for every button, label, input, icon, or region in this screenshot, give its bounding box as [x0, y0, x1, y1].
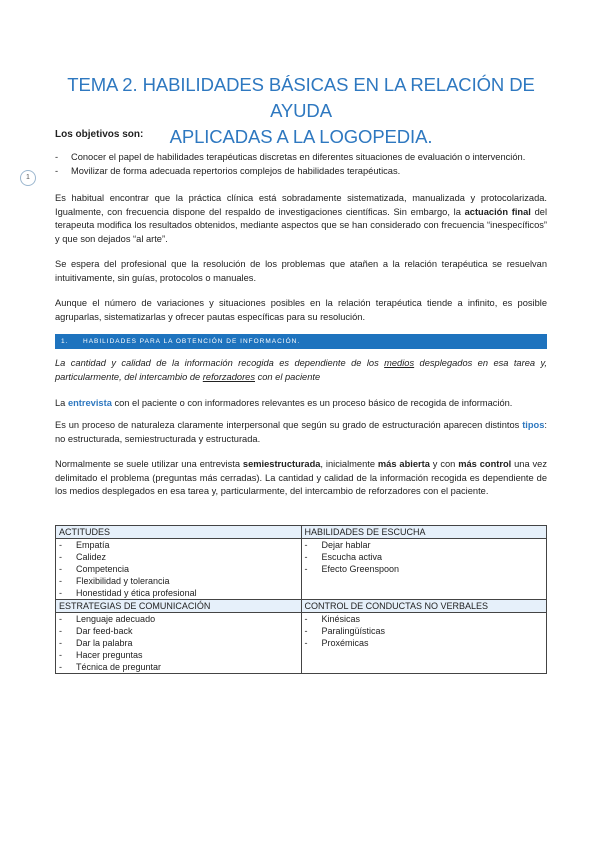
- list-dash: -: [59, 626, 62, 636]
- list-dash: -: [59, 588, 62, 598]
- list-dash: -: [304, 540, 308, 550]
- item-text: Dar la palabra: [76, 638, 133, 648]
- objective-text: Conocer el papel de habilidades terapéuticas discretas en diferentes situaciones de evaluación o intervención.: [71, 152, 526, 162]
- italic-medios: medios: [384, 358, 415, 368]
- item-text: Calidez: [76, 552, 107, 562]
- table-list-item: [59, 661, 298, 673]
- table-list-item: [59, 587, 298, 599]
- item-text: Proxémicas: [321, 638, 369, 648]
- cell-no-verbales: [301, 613, 547, 674]
- italic-intro-paragraph: [55, 357, 547, 384]
- intro-paragraph-1: [55, 192, 547, 246]
- header-comunicacion: ESTRATEGIAS DE COMUNICACIÓN: [56, 600, 302, 613]
- italic-reforzadores: reforzadores: [202, 371, 255, 382]
- item-text: Dejar hablar: [321, 540, 371, 550]
- norm-text-b: , inicialmente: [320, 459, 378, 469]
- item-text: Paralingüísticas: [321, 626, 386, 636]
- list-dash: -: [59, 564, 62, 574]
- italic-text-c: con el paciente: [255, 371, 321, 382]
- intro-p1-bold: actuación final: [464, 206, 531, 217]
- item-text: Honestidad y ética profesional: [76, 588, 197, 598]
- list-dash: -: [59, 638, 62, 648]
- item-text: Escucha activa: [321, 552, 383, 562]
- table-list-item: [59, 563, 298, 575]
- list-dash: -: [59, 552, 62, 562]
- cell-actitudes: [56, 539, 302, 600]
- item-text: Efecto Greenspoon: [321, 564, 400, 574]
- title-line-2: APLICADAS A LA LOGOPEDIA.: [169, 126, 433, 147]
- header-actitudes: ACTITUDES: [56, 526, 302, 539]
- objective-item: [55, 164, 547, 178]
- item-text: Lenguaje adecuado: [76, 614, 156, 624]
- section-title: HABILIDADES PARA LA OBTENCIÓN DE INFORMACIÓN.: [83, 338, 301, 345]
- item-text: Hacer preguntas: [76, 650, 143, 660]
- item-text: Flexibilidad y tolerancia: [76, 576, 170, 586]
- table-list-item: [59, 637, 298, 649]
- section-number: 1.: [61, 338, 69, 345]
- title-line-1: TEMA 2. HABILIDADES BÁSICAS EN LA RELACIÓN DE AYUDA: [67, 74, 535, 121]
- list-dash: -: [59, 650, 62, 660]
- list-dash: -: [59, 614, 62, 624]
- table-list-item: [305, 613, 544, 625]
- table-list-item: [305, 563, 544, 575]
- entrevista-text-a: La: [55, 398, 68, 408]
- norm-bold-3: más control: [458, 459, 512, 469]
- tipos-text-b: : no estructurada, semiestructurada y estructurada.: [55, 420, 547, 444]
- table-list-item: [59, 539, 298, 551]
- entrevista-highlight: entrevista: [67, 398, 112, 408]
- section-heading-bar: [55, 334, 547, 349]
- header-no-verbales: CONTROL DE CONDUCTAS NO VERBALES: [301, 600, 547, 613]
- norm-bold-1: semiestructurada: [242, 459, 321, 469]
- item-text: Dar feed-back: [76, 626, 133, 636]
- list-dash: -: [304, 614, 308, 624]
- objectives-label: Los objetivos son:: [55, 129, 144, 140]
- intro-p1-text-a: Es habitual encontrar que la práctica clínica está sobradamente sistematizada, manualizada y protocolarizada. Igualmente, con frecuencia dispone del respaldo de investigaciones científicas. Sin embargo, la: [55, 193, 547, 217]
- list-dash: -: [304, 552, 308, 562]
- entrevista-text-b: con el paciente o con informadores relevantes es un proceso básico de recogida de información.: [111, 398, 513, 408]
- table-list-item: [305, 551, 544, 563]
- item-text: Competencia: [76, 564, 130, 574]
- list-dash: -: [55, 166, 59, 176]
- norm-text-c: y con: [429, 459, 459, 469]
- italic-text-b: desplegados en esa tarea y, particularmente, del intercambio de: [55, 358, 548, 382]
- norm-text-a: Normalmente se suele utilizar una entrevista: [55, 459, 243, 469]
- cell-escucha: [301, 539, 547, 600]
- table-list-item: [305, 637, 544, 649]
- item-text: Técnica de preguntar: [76, 662, 162, 672]
- objective-text: Movilizar de forma adecuada repertorios complejos de habilidades terapéuticas.: [71, 166, 401, 176]
- list-dash: -: [304, 638, 308, 648]
- table-list-item: [59, 649, 298, 661]
- table-list-item: [59, 575, 298, 587]
- list-dash: -: [55, 152, 59, 162]
- intro-paragraph-3: Aunque el número de variaciones y situaciones posibles en la relación terapéutica tiende a infinito, es posible agruparlas, sistematizarlas y ofrecer pautas específicas para su resolución.: [55, 298, 547, 322]
- normal-paragraph: [55, 458, 547, 499]
- item-text: Kinésicas: [321, 614, 361, 624]
- tipos-text-a: Es un proceso de naturaleza claramente interpersonal que según su grado de estructuración aparecen distintos: [55, 420, 523, 430]
- table-list-item: [59, 613, 298, 625]
- list-dash: -: [59, 576, 62, 586]
- intro-p1-text-b: del terapeuta modifica los resultados obtenidos, mediante aspectos que se han considerado con frecuencia “inespecíficos” y que son dejados “al arte”.: [55, 206, 548, 244]
- table-list-item: [59, 551, 298, 563]
- objective-item: [55, 150, 547, 164]
- item-text: Empatía: [76, 540, 110, 550]
- intro-paragraph-2: Se espera del profesional que la resolución de los problemas que atañen a la relación terapéutica se resuelvan intuitivamente, sin guías, protocolos o manuales.: [55, 259, 547, 283]
- tipos-highlight: tipos: [522, 420, 545, 430]
- list-dash: -: [59, 540, 62, 550]
- list-dash: -: [304, 626, 308, 636]
- table-list-item: [305, 539, 544, 551]
- italic-text-a: La cantidad y calidad de la información recogida es dependiente de los: [55, 358, 385, 368]
- tipos-paragraph: [55, 419, 547, 446]
- table-list-item: [59, 625, 298, 637]
- norm-text-d: una vez delimitado el problema (preguntas más cerradas). La cantidad y calidad de la información recogida es dependiente de los medios desplegados en esa tarea y, particularmente, del intercambio de reforzadores con el paciente.: [55, 459, 548, 496]
- list-dash: -: [59, 662, 62, 672]
- header-escucha: HABILIDADES DE ESCUCHA: [301, 526, 547, 539]
- list-dash: -: [304, 564, 308, 574]
- entrevista-paragraph: [55, 397, 547, 411]
- norm-bold-2: más abierta: [377, 459, 430, 469]
- objectives-list: [55, 150, 547, 178]
- cell-comunicacion: [56, 613, 302, 674]
- skills-table: [55, 525, 547, 674]
- table-list-item: [305, 625, 544, 637]
- page-marker: 1: [20, 170, 36, 186]
